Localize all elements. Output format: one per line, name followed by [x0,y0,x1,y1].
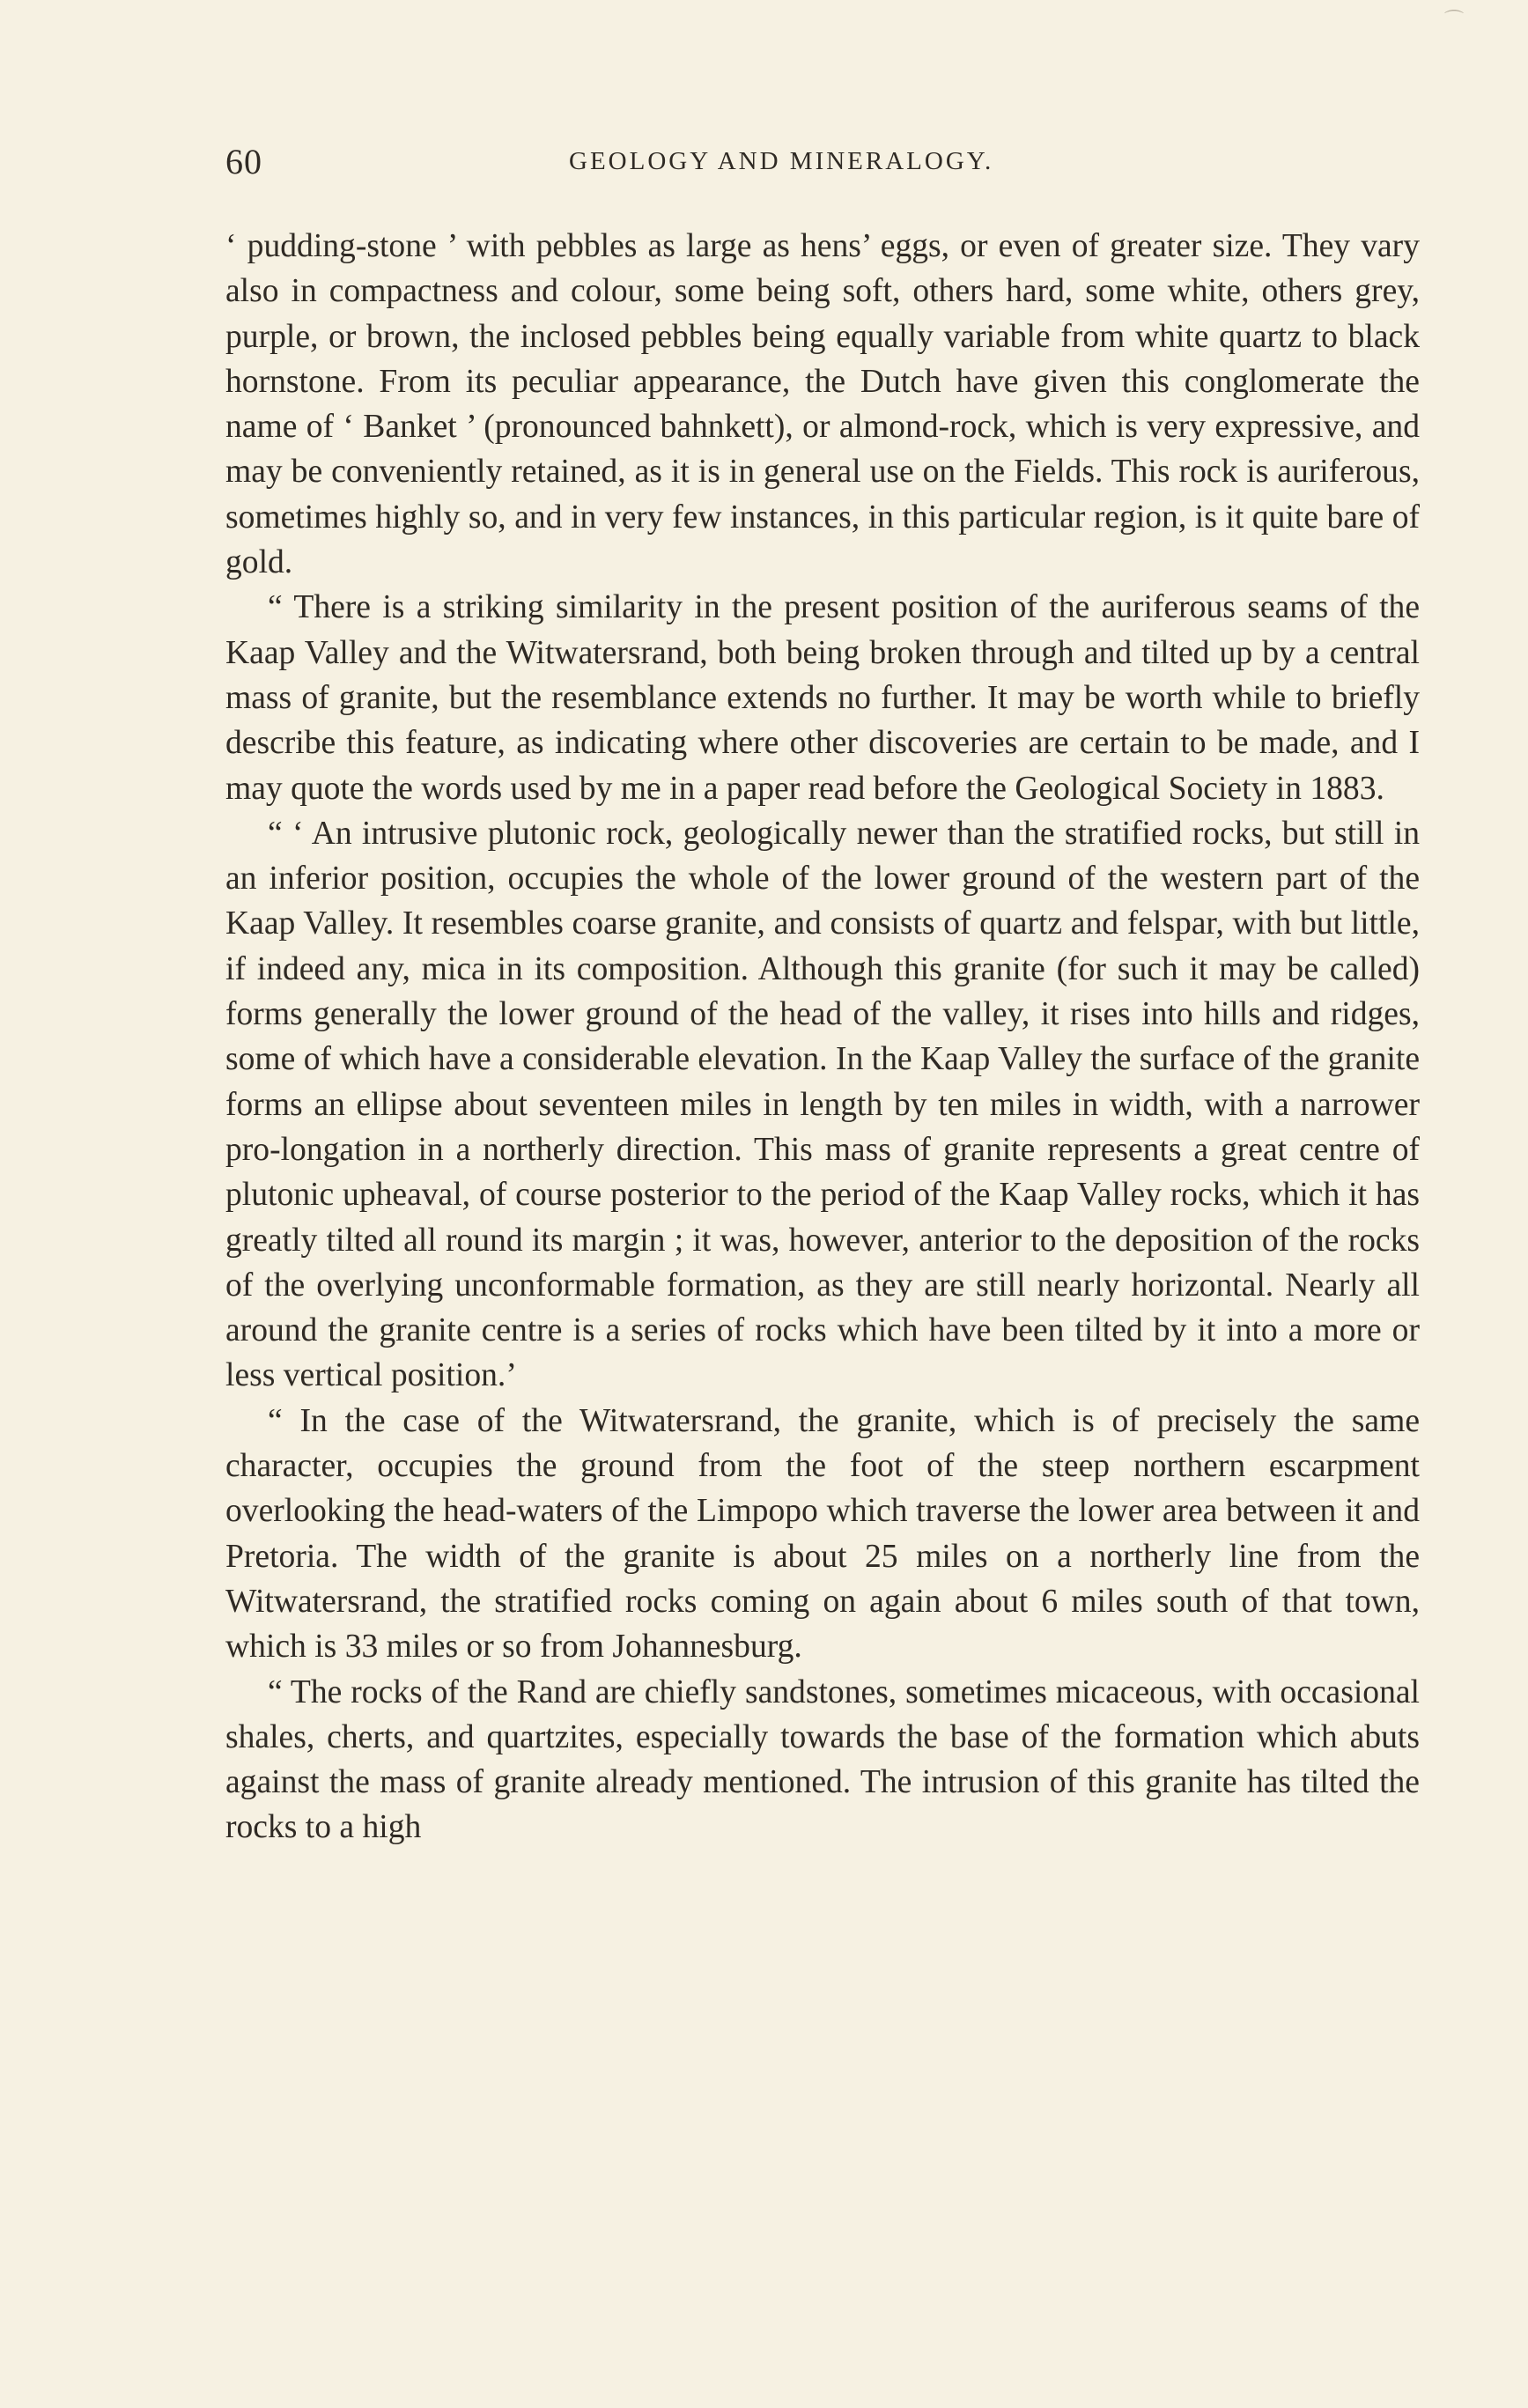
paragraph-5: “ The rocks of the Rand are chiefly sandstones, sometimes micaceous, with occasional shales, cherts, and quartzites, especially towards the base of the formation which abuts against the mass of granite already mentioned. The intrusion of this granite has tilted the rocks to a high [225,1673,1420,1846]
paragraph-1: ‘ pudding-stone ’ with pebbles as large as hens’ eggs, or even of greater size. They vary also in compactness and colour, some being soft, others hard, some white, others grey, purple, or brown, the inclosed pebbles being equally variable from white quartz to black hornstone. From its peculiar appearance, the Dutch have given this conglomerate the name of ‘ Banket ’ (pronounced bahnkett), or almond-rock, which is very expressive, and may be conveniently retained, as it is in general use on the Fields. This rock is auriferous, sometimes highly so, and in very few instances, in this particular region, is it quite bare of gold. [225,228,1420,581]
corner-mark-icon: ⌒ [1444,9,1465,31]
page-number: 60 [225,142,262,181]
paragraph-3: “ ‘ An intrusive plutonic rock, geologically newer than the stratified rocks, but still in an inferior position, occupies the whole of the lower ground of the western part of the Kaap Valley. It resembles coarse granite, and consists of quartz and felspar, with but little, if indeed any, mica in its composition. Although this granite (for such it may be called) forms generally the lower ground of the head of the valley, it rises into hills and ridges, some of which have a considerable elevation. In the Kaap Valley the surface of the granite forms an ellipse about seventeen miles in length by ten miles in width, with a narrower pro-longation in a northerly direction. This mass of granite represents a great centre of plutonic upheaval, of course posterior to the period of the Kaap Valley rocks, which it has greatly tilted all round its margin ; it was, however, anterior to the deposition of the rocks of the overlying unconformable formation, as they are still nearly horizontal. Nearly all around the granite centre is a series of rocks which have been tilted by it into a more or less vertical position.’ [225,815,1420,1394]
running-title: GEOLOGY AND MINERALOGY. [569,147,994,175]
paragraph-4: “ In the case of the Witwatersrand, the granite, which is of precisely the same character, occupies the ground from the foot of the steep northern escarpment overlooking the head-waters of the Limpopo which traverse the lower area between it and Pretoria. The width of the granite is about 25 miles on a northerly line from the Witwatersrand, the stratified rocks coming on again about 6 miles south of that town, which is 33 miles or so from Johannesburg. [225,1402,1420,1666]
body-text [225,224,1420,1850]
paragraph-2: “ There is a striking similarity in the present position of the auriferous seams of the Kaap Valley and the Witwatersrand, both being broken through and tilted up by a central mass of granite, but the resemblance extends no further. It may be worth while to briefly describe this feature, as indicating where other discoveries are certain to be made, and I may quote the words used by me in a paper read before the Geological Society in 1883. [225,589,1420,807]
page-header [225,141,1420,194]
